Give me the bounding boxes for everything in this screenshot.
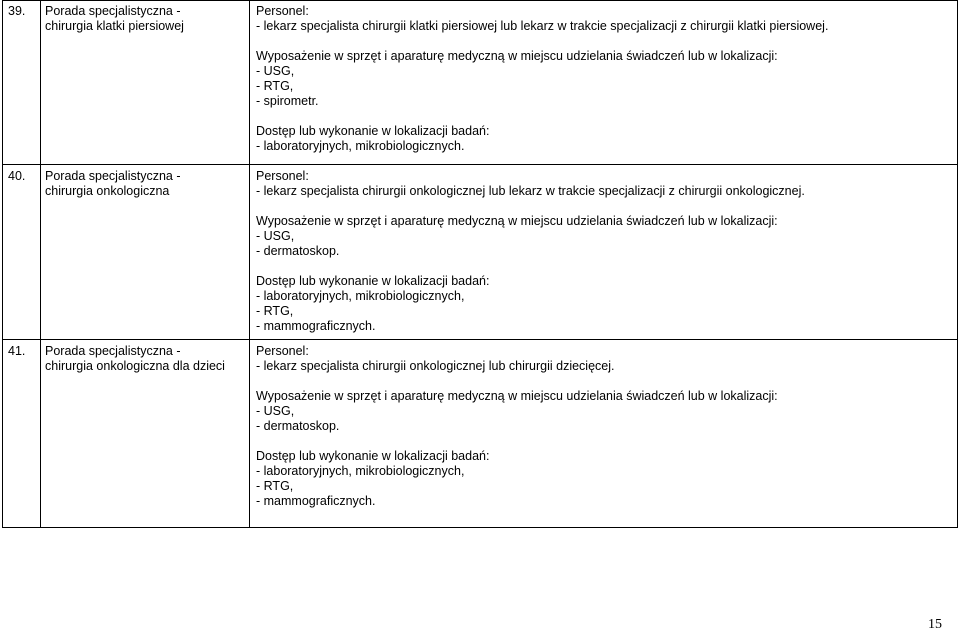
equipment-section <box>256 49 957 109</box>
requirement-line: - mammograficznych. <box>256 319 376 333</box>
requirement-line: - dermatoskop. <box>256 419 340 433</box>
requirement-line: - USG, <box>256 404 295 418</box>
requirements-cell <box>250 340 958 528</box>
requirement-line: - laboratoryjnych, mikrobiologicznych. <box>256 139 465 153</box>
requirement-line: - laboratoryjnych, mikrobiologicznych, <box>256 289 465 303</box>
service-name: Porada specjalistyczna - chirurgia onkologiczna <box>45 169 181 198</box>
requirement-line: - lekarz specjalista chirurgii klatki piersiowej lub lekarz w trakcie specjalizacji z chirurgii klatki piersiowej. <box>256 19 829 33</box>
personnel-section <box>256 169 957 199</box>
personnel-section <box>256 4 957 34</box>
requirements-cell <box>250 165 958 340</box>
service-name-cell <box>41 165 250 340</box>
tests-section <box>256 274 957 334</box>
section-heading: Personel: <box>256 344 309 358</box>
personnel-section <box>256 344 957 374</box>
section-heading: Wyposażenie w sprzęt i aparaturę medyczną w miejscu udzielania świadczeń lub w lokalizacji: <box>256 389 778 403</box>
equipment-section <box>256 214 957 259</box>
requirement-line: - USG, <box>256 229 295 243</box>
requirement-line: - lekarz specjalista chirurgii onkologicznej lub lekarz w trakcie specjalizacji z chirurgii onkologicznej. <box>256 184 805 198</box>
requirement-line: - RTG, <box>256 304 294 318</box>
section-heading: Dostęp lub wykonanie w lokalizacji badań: <box>256 449 490 463</box>
section-heading: Dostęp lub wykonanie w lokalizacji badań: <box>256 124 490 138</box>
requirement-line: - dermatoskop. <box>256 244 340 258</box>
table-row <box>3 340 958 528</box>
section-heading: Dostęp lub wykonanie w lokalizacji badań: <box>256 274 490 288</box>
row-number: 39. <box>3 1 41 165</box>
requirement-line: - USG, <box>256 64 295 78</box>
requirement-line: - mammograficznych. <box>256 494 376 508</box>
section-heading: Wyposażenie w sprzęt i aparaturę medyczną w miejscu udzielania świadczeń lub w lokalizacji: <box>256 49 778 63</box>
requirement-line: - RTG, <box>256 479 294 493</box>
row-number: 41. <box>3 340 41 528</box>
requirement-line: - lekarz specjalista chirurgii onkologicznej lub chirurgii dziecięcej. <box>256 359 615 373</box>
section-heading: Wyposażenie w sprzęt i aparaturę medyczną w miejscu udzielania świadczeń lub w lokalizacji: <box>256 214 778 228</box>
equipment-section <box>256 389 957 434</box>
section-heading: Personel: <box>256 4 309 18</box>
requirement-line: - spirometr. <box>256 94 319 108</box>
tests-section <box>256 449 957 509</box>
service-name: Porada specjalistyczna - chirurgia onkologiczna dla dzieci <box>45 344 225 373</box>
service-name: Porada specjalistyczna - chirurgia klatki piersiowej <box>45 4 184 33</box>
page-number: 15 <box>928 617 942 632</box>
service-name-cell <box>41 1 250 165</box>
tests-section <box>256 124 957 154</box>
service-name-cell <box>41 340 250 528</box>
table-row <box>3 1 958 165</box>
row-number: 40. <box>3 165 41 340</box>
requirement-line: - laboratoryjnych, mikrobiologicznych, <box>256 464 465 478</box>
table-row <box>3 165 958 340</box>
section-heading: Personel: <box>256 169 309 183</box>
requirements-table <box>2 0 958 528</box>
requirement-line: - RTG, <box>256 79 294 93</box>
requirements-cell <box>250 1 958 165</box>
